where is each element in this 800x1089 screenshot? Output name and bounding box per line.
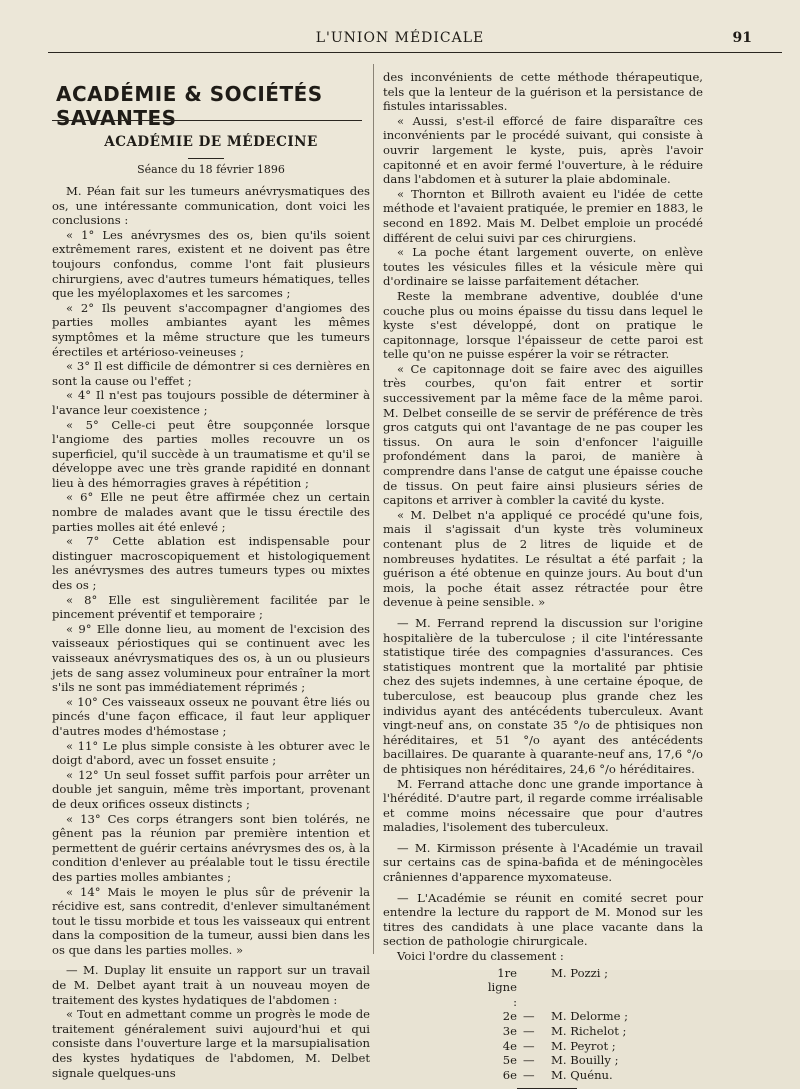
paragraph: Voici l'ordre du classement : — [397, 949, 564, 964]
rank-name: M. Quénu. — [551, 1067, 613, 1082]
ranking-row — [483, 1068, 703, 1083]
paragraph: « 11° Le plus simple consiste à les obturer avec le doigt d'abord, avec un fosset ensuite ; — [52, 738, 370, 768]
right-column — [383, 70, 703, 1089]
paragraph: M. Péan fait sur les tumeurs anévrysmatiques des os, une intéressante communication, dont voici les conclusions : — [52, 184, 370, 228]
ranking-row — [483, 1053, 703, 1068]
paragraph: « La poche étant largement ouverte, on enlève toutes les vésicules filles et la vésicule mère qui d'ordinaire se laisse parfaitement détacher. — [383, 245, 703, 289]
paragraph: « 1° Les anévrysmes des os, bien qu'ils soient extrêmement rares, existent et ne doivent pas être toujours confondus, comme l'ont fait plusieurs chirurgiens, avec d'autres tumeurs hématiques, telles que les myéloplaxomes et les sarcomes ; — [52, 227, 370, 301]
paragraph: « Ce capitonnage doit se faire avec des aiguilles très courbes, qu'on fait entrer et sortir successivement par la même face de la même paroi. M. Delbet conseille de se servir de préférence de très gros catguts qui ont l'avantage de ne pas couper les tissus. On aura le soin d'enfoncer l'aiguille profondément dans la paroi, de manière à comprendre dans l'anse de catgut une épaisse couche de tissus. On peut faire ainsi plusieurs séries de capitons et arriver à combler la cavité du kyste. — [383, 361, 703, 508]
paragraph: « 8° Elle est singulièrement facilitée par le pincement préventif et temporaire ; — [52, 592, 370, 622]
ranking-list — [483, 966, 703, 1083]
ranking-row — [483, 966, 703, 1010]
paragraph: « 12° Un seul fosset suffit parfois pour arrêter un double jet sanguin, même très important, provenant de deux orifices osseux distincts ; — [52, 767, 370, 811]
running-head — [0, 30, 800, 50]
rank-position: 4e — [502, 1038, 517, 1053]
seance-date: Séance du 18 février 1896 — [137, 163, 285, 176]
rank-position: 2e — [502, 1009, 517, 1024]
rank-dash — [523, 966, 551, 1010]
paragraph: « M. Delbet n'a appliqué ce procédé qu'une fois, mais il s'agissait d'un kyste très volumineux contenant plus de 2 litres de liquide et de nombreuses hydatites. Le résultat a été parfait ; la guérison a été obtenue en quinze jours. Au bout d'un mois, la poche était assez rétractée pour être devenue à peine sensible. » — [383, 507, 703, 610]
rank-name: M. Bouilly ; — [551, 1053, 619, 1068]
rank-name: M. Peyrot ; — [551, 1038, 616, 1053]
paragraph: — M. Ferrand reprend la discussion sur l'origine hospitalière de la tuberculose ; il cite l'intéressante statistique tirée des compagnies d'assurances. Ces statistiques montrent que la mortalité par phtisie chez des sujets indemnes, à une certaine époque, de tuberculose, est beaucoup plus grande chez les individus ayant des antécédents tuberculeux. Avant vingt-neuf ans, on constate 35 °/o de phtisiques non héréditaires, et 51 °/o ayant des antécédents bacillaires. De quarante à quarante-neuf ans, 17,6 °/o de phtisiques non héréditaires, 24,6 °/o héréditaires. — [383, 615, 703, 776]
rank-dash: — — [523, 1024, 535, 1038]
paragraph: « 7° Cette ablation est indispensable pour distinguer macroscopiquement et histologiquement les anévrysmes des autres tumeurs types ou mixtes des os ; — [52, 534, 370, 593]
paragraph: — M. Duplay lit ensuite un rapport sur un travail de M. Delbet ayant trait à un nouveau moyen de traitement des kystes hydatiques de l'abdomen : — [52, 963, 370, 1007]
rank-name: M. Pozzi ; — [551, 965, 609, 980]
paragraph: « 9° Elle donne lieu, au moment de l'excision des vaisseaux périostiques qui se continuent avec les vaisseaux anévrysmatiques des os, à un ou plusieurs jets de sang assez volumineux pour entraîner la mort s'ils ne sont pas immédiatement réprimés ; — [52, 621, 370, 695]
subsection-rule — [188, 158, 224, 159]
ranking-row — [483, 1009, 703, 1024]
ranking-row — [483, 1024, 703, 1039]
rank-dash: — — [523, 1053, 535, 1068]
rank-dash: — — [523, 1038, 535, 1053]
paragraph: « 2° Ils peuvent s'accompagner d'angiomes des parties molles ambiantes ayant les mêmes symptômes et la même structure que les tumeurs érectiles et artérioso-veineuses ; — [52, 300, 370, 359]
rank-position: 1re ligne : — [487, 965, 517, 1009]
rank-position: 6e — [502, 1067, 517, 1082]
paragraph: — L'Académie se réunit en comité secret pour entendre la lecture du rapport de M. Monod sur les titres des candidats à une place vacante dans la section de pathologie chirurgicale. — [383, 890, 703, 949]
column-divider — [373, 64, 374, 954]
paragraph: des inconvénients de cette méthode thérapeutique, tels que la lenteur de la guérison et la persistance de fistules intarissables. — [383, 70, 703, 114]
section-title: ACADÉMIE & SOCIÉTÉS SAVANTES — [56, 82, 323, 130]
rank-dash: — — [523, 1067, 535, 1082]
paragraph: « 5° Celle-ci peut être soupçonnée lorsque l'angiome des parties molles recouvre un os superficiel, qu'il succède à un traumatisme et qu'il se développe avec une très grande rapidité en donnant lieu à des hémorragies graves à répétition ; — [52, 417, 370, 490]
page-number: 91 — [732, 30, 752, 46]
paragraph: « 14° Mais le moyen le plus sûr de prévenir la récidive est, sans contredit, d'enlever simultanément tout le tissu morbide et tous les vaisseaux qui entrent dans la composition de la tumeur, aussi bien dans les os que dans les parties molles. » — [52, 884, 370, 957]
rank-dash: — — [523, 1009, 535, 1024]
paragraph: — M. Kirmisson présente à l'Académie un travail sur certains cas de spina-bafida et de méningocèles crâniennes d'apparence myxomateuse. — [383, 840, 703, 885]
paragraph: « 3° Il est difficile de démontrer si ces dernières en sont la cause ou l'effet ; — [52, 359, 370, 388]
paragraph: M. Ferrand attache donc une grande importance à l'hérédité. D'autre part, il regarde comme irréalisable et comme moins nécessaire que pour d'autres maladies, l'isolement des tuberculeux. — [383, 776, 703, 835]
paragraph: « 6° Elle ne peut être affirmée chez un certain nombre de malades avant que le tissu érectile des parties molles ait été enlevé ; — [52, 490, 370, 534]
left-column — [52, 184, 370, 1080]
subsection-title: ACADÉMIE DE MÉDECINE — [104, 134, 318, 150]
paragraph: « 10° Ces vaisseaux osseux ne pouvant être liés ou pincés d'une façon efficace, il faut leur appliquer d'autres modes d'hémostase ; — [52, 694, 370, 738]
ranking-row — [483, 1039, 703, 1054]
paragraph: « Thornton et Billroth avaient eu l'idée de cette méthode et l'avaient pratiquée, le premier en 1883, le second en 1892. Mais M. Delbet emploie un procédé différent de celui suivi par ces chirurgiens. — [383, 186, 703, 245]
rank-position: 3e — [502, 1024, 517, 1038]
paragraph: « 13° Ces corps étrangers sont bien tolérés, ne gênent pas la réunion par première intention et permettent de guérir certains anévrysmes des os, à la condition d'enlever au préalable tout le tissu érectile des parties molles ambiantes ; — [52, 811, 370, 884]
section-rule — [52, 120, 362, 121]
paragraph: « 4° Il n'est pas toujours possible de déterminer à l'avance leur coexistence ; — [52, 388, 370, 417]
paragraph: « Aussi, s'est-il efforcé de faire disparaître ces inconvénients par le procédé suivant, qui consiste à ouvrir largement le kyste, puis, après l'avoir capitonné et en avoir fermé l'ouverture, à le réduire dans l'abdomen et à suturer la plaie abdominale. — [383, 113, 703, 187]
header-rule — [48, 52, 782, 53]
rank-name: M. Richelot ; — [551, 1024, 627, 1038]
running-title: L'UNION MÉDICALE — [315, 30, 485, 46]
paragraph: Reste la membrane adventive, doublée d'une couche plus ou moins épaisse du tissu dans lequel le kyste s'est développé, dont on pratique le capitonnage, lorsque l'épaisseur de cette paroi est telle qu'on ne puisse espérer la voir se rétracter. — [383, 288, 703, 362]
paragraph: « Tout en admettant comme un progrès le mode de traitement généralement suivi aujourd'hui et qui consiste dans l'ouverture large et la marsupialisation des kystes hydatiques de l'abdomen, M. Delbet signale quelques-uns — [52, 1007, 370, 1080]
rank-name: M. Delorme ; — [551, 1009, 629, 1024]
rank-position: 5e — [502, 1053, 517, 1068]
